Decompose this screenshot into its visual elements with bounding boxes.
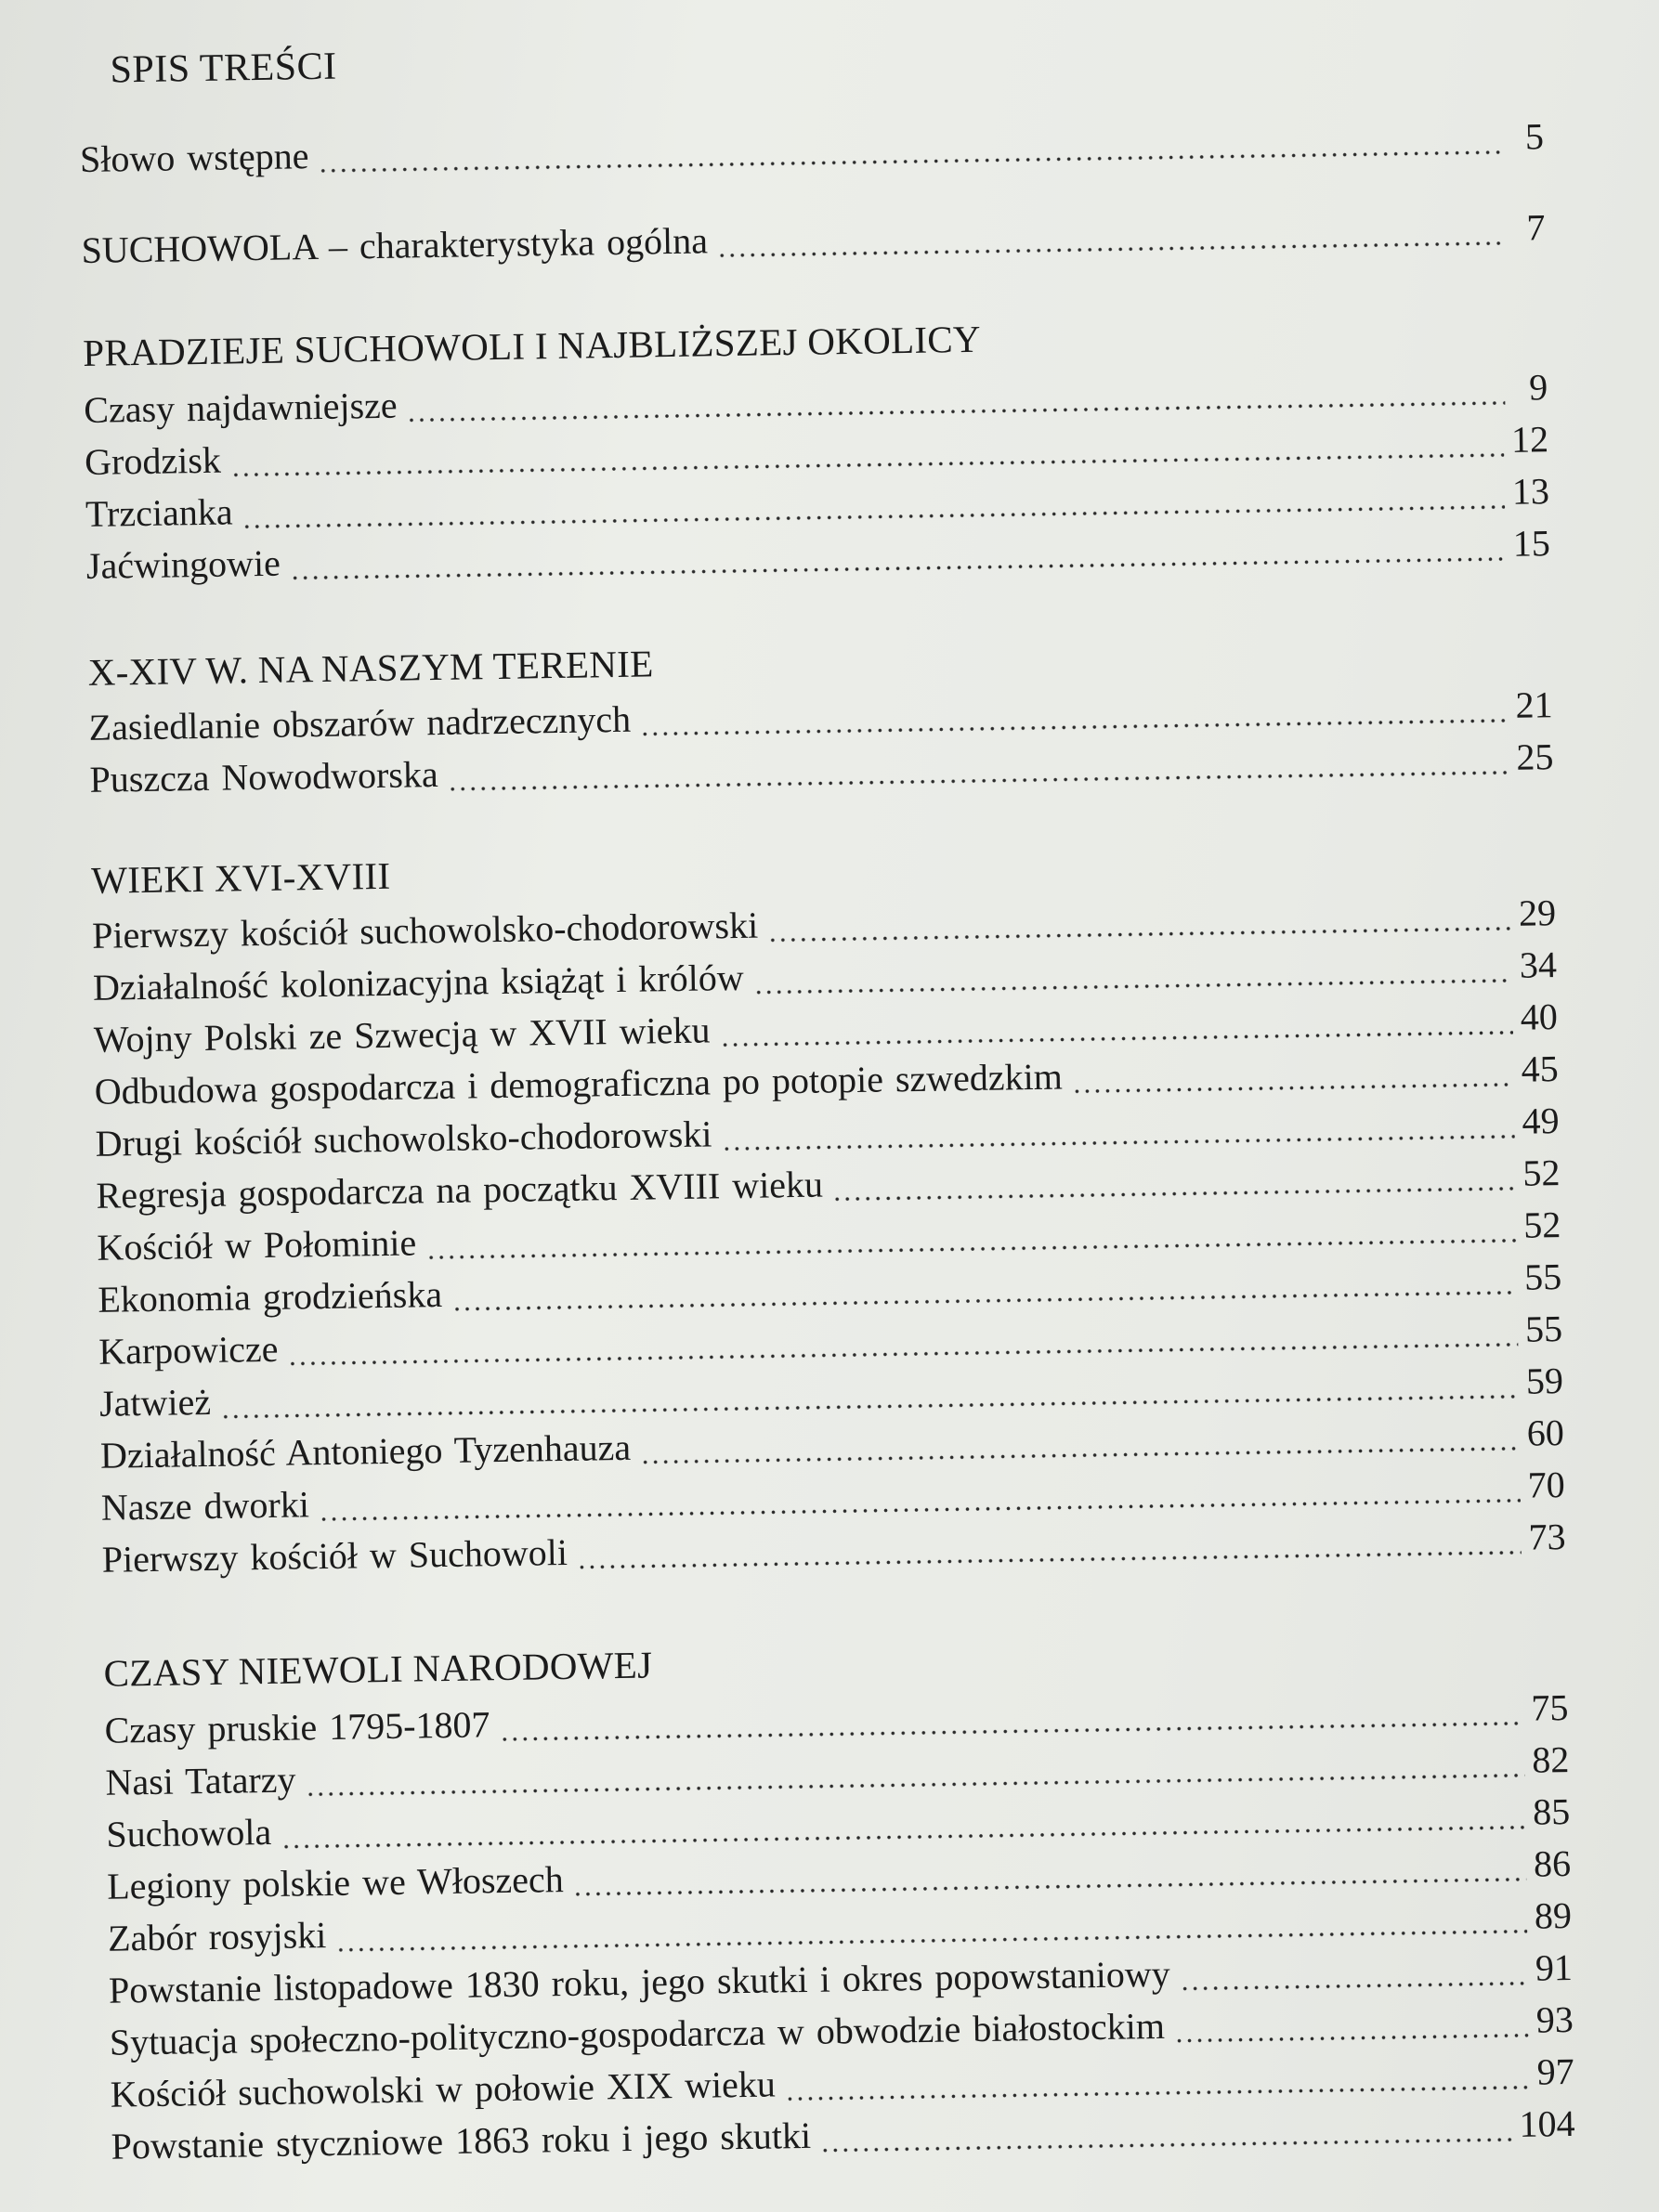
toc-entry-label: Legiony polskie we Włoszech xyxy=(106,1858,565,1907)
toc-entry-page: 12 xyxy=(1510,418,1549,461)
section-heading-wieki: WIEKI XVI-XVIII xyxy=(90,853,391,902)
dot-leader xyxy=(785,2086,1530,2101)
toc-entry-label: Puszcza Nowodworska xyxy=(89,753,439,800)
toc-entry-label: Zabór rosyjski xyxy=(107,1914,327,1959)
toc-entry-label: Powstanie listopadowe 1830 roku, jego skutki i okres popowstaniowy xyxy=(108,1952,1171,2011)
toc-entry-page: 85 xyxy=(1532,1790,1571,1833)
dot-leader xyxy=(722,1135,1515,1151)
toc-entry-page: 60 xyxy=(1526,1412,1565,1454)
dot-leader xyxy=(573,1878,1526,1896)
toc-entry-page: 21 xyxy=(1515,683,1553,726)
toc-entry-label: Odbudowa gospodarcza i demograficzna po potopie szwedzkim xyxy=(94,1055,1064,1113)
toc-entry-page: 59 xyxy=(1525,1360,1564,1402)
dot-leader xyxy=(640,1447,1520,1464)
dot-leader xyxy=(448,771,1509,791)
toc-entry-label: Sytuacja społeczno-polityczno-gospodarcza w obwodzie białostockim xyxy=(109,2004,1166,2063)
toc-entry-charakterystyka[interactable] xyxy=(81,205,1546,277)
toc-entry-label: Jatwież xyxy=(98,1380,212,1425)
toc-entry-label: Pierwszy kościół w Suchowoli xyxy=(101,1530,568,1581)
toc-entry-page: 86 xyxy=(1533,1842,1572,1885)
toc-entry-label: Pierwszy kościół suchowolsko-chodorowski xyxy=(91,904,759,956)
toc-entry-page: 104 xyxy=(1519,2101,1575,2145)
toc-entry-label: Czasy najdawniejsze xyxy=(83,384,398,431)
dot-leader xyxy=(1180,1982,1528,1991)
toc-entry-page: 25 xyxy=(1516,735,1554,778)
toc-entry-label: Jaćwingowie xyxy=(85,541,281,587)
toc-entry-label: Trzcianka xyxy=(85,490,233,535)
toc-entry-page: 7 xyxy=(1526,206,1546,249)
dot-leader xyxy=(407,401,1506,423)
toc-entry-page: 75 xyxy=(1531,1686,1569,1729)
toc-entry-page: 55 xyxy=(1524,1308,1563,1350)
toc-entry-label: Ekonomia grodzieńska xyxy=(98,1273,443,1321)
toc-entry-page: 89 xyxy=(1534,1893,1573,1937)
section-heading-x-xiv: X-XIV W. NA NASZYM TERENIE xyxy=(87,642,654,694)
toc-entry-page: 34 xyxy=(1519,943,1558,986)
toc-entry-page: 9 xyxy=(1528,366,1548,409)
toc-page xyxy=(78,14,1579,2173)
toc-entry-label: Kościół w Połominie xyxy=(97,1221,417,1269)
dot-leader xyxy=(640,719,1508,736)
toc-entry-page: 73 xyxy=(1528,1516,1566,1558)
toc-entry-page: 93 xyxy=(1535,1997,1574,2041)
toc-entry-label: SUCHOWOLA – charakterystyka ogólna xyxy=(81,219,709,271)
dot-leader xyxy=(767,927,1511,943)
toc-entry-page: 91 xyxy=(1535,1945,1574,1989)
dot-leader xyxy=(319,150,1502,173)
toc-entry-page: 13 xyxy=(1511,470,1550,513)
toc-entry-page: 97 xyxy=(1536,2049,1574,2093)
toc-entry-page: 15 xyxy=(1512,522,1551,565)
dot-leader xyxy=(500,1722,1524,1741)
toc-entry-label: Regresja gospodarcza na początku XVIII wieku xyxy=(96,1163,824,1217)
toc-entry-label: Słowo wstępne xyxy=(79,135,309,180)
toc-entry-page: 49 xyxy=(1522,1099,1560,1142)
toc-entry-label: Czasy pruskie 1795-1807 xyxy=(104,1703,490,1751)
dot-leader xyxy=(290,557,1506,580)
toc-entry-label: Grodzisk xyxy=(84,438,222,483)
toc-entry-label: Drugi kościół suchowolsko-chodorowski xyxy=(95,1113,712,1165)
toc-entry-page: 70 xyxy=(1527,1464,1566,1506)
toc-entry-page: 52 xyxy=(1522,1204,1561,1246)
toc-entry-page: 52 xyxy=(1522,1152,1561,1194)
toc-entry-label: Działalność Antoniego Tyzenhauza xyxy=(99,1425,632,1477)
toc-title: SPIS TREŚCI xyxy=(110,45,337,92)
dot-leader xyxy=(1072,1083,1514,1093)
toc-entry-label: Nasi Tatarzy xyxy=(105,1758,296,1803)
toc-entry-label: Kościół suchowolski w połowie XIX wieku xyxy=(110,2062,777,2115)
toc-entry-slowo-wstepne[interactable] xyxy=(80,114,1545,186)
dot-leader xyxy=(753,979,1512,995)
toc-entry-page: 45 xyxy=(1521,1047,1559,1090)
toc-entry-label: Nasze dworki xyxy=(100,1483,310,1529)
toc-entry-page: 5 xyxy=(1524,115,1545,158)
dot-leader xyxy=(720,1031,1513,1047)
dot-leader xyxy=(1174,2034,1529,2043)
toc-entry-page: 40 xyxy=(1520,995,1559,1038)
toc-entry-label: Powstanie styczniowe 1863 roku i jego skutki xyxy=(111,2114,812,2167)
toc-entry-label: Działalność kolonizacyjna książąt i królów xyxy=(92,956,744,1008)
section-heading-pradzieje: PRADZIEJE SUCHOWOLI I NAJBLIŻSZEJ OKOLICY xyxy=(82,317,982,374)
dot-leader xyxy=(717,241,1503,257)
toc-entry-label: Suchowola xyxy=(106,1810,272,1855)
toc-entry-page: 82 xyxy=(1531,1738,1570,1781)
dot-leader xyxy=(577,1551,1522,1569)
section-heading-niewola: CZASY NIEWOLI NARODOWEJ xyxy=(103,1643,653,1695)
toc-entry-label: Wojny Polski ze Szwecją w XVII wieku xyxy=(93,1008,711,1060)
toc-entry-label: Zasiedlanie obszarów nadrzecznych xyxy=(88,697,632,748)
dot-leader xyxy=(832,1187,1516,1202)
dot-leader xyxy=(820,2138,1512,2153)
dot-leader xyxy=(451,1291,1517,1311)
dot-leader xyxy=(425,1239,1516,1259)
toc-entry-label: Karpowicze xyxy=(98,1327,279,1373)
toc-entry-page: 55 xyxy=(1523,1256,1562,1298)
toc-entry-page: 29 xyxy=(1518,891,1557,934)
